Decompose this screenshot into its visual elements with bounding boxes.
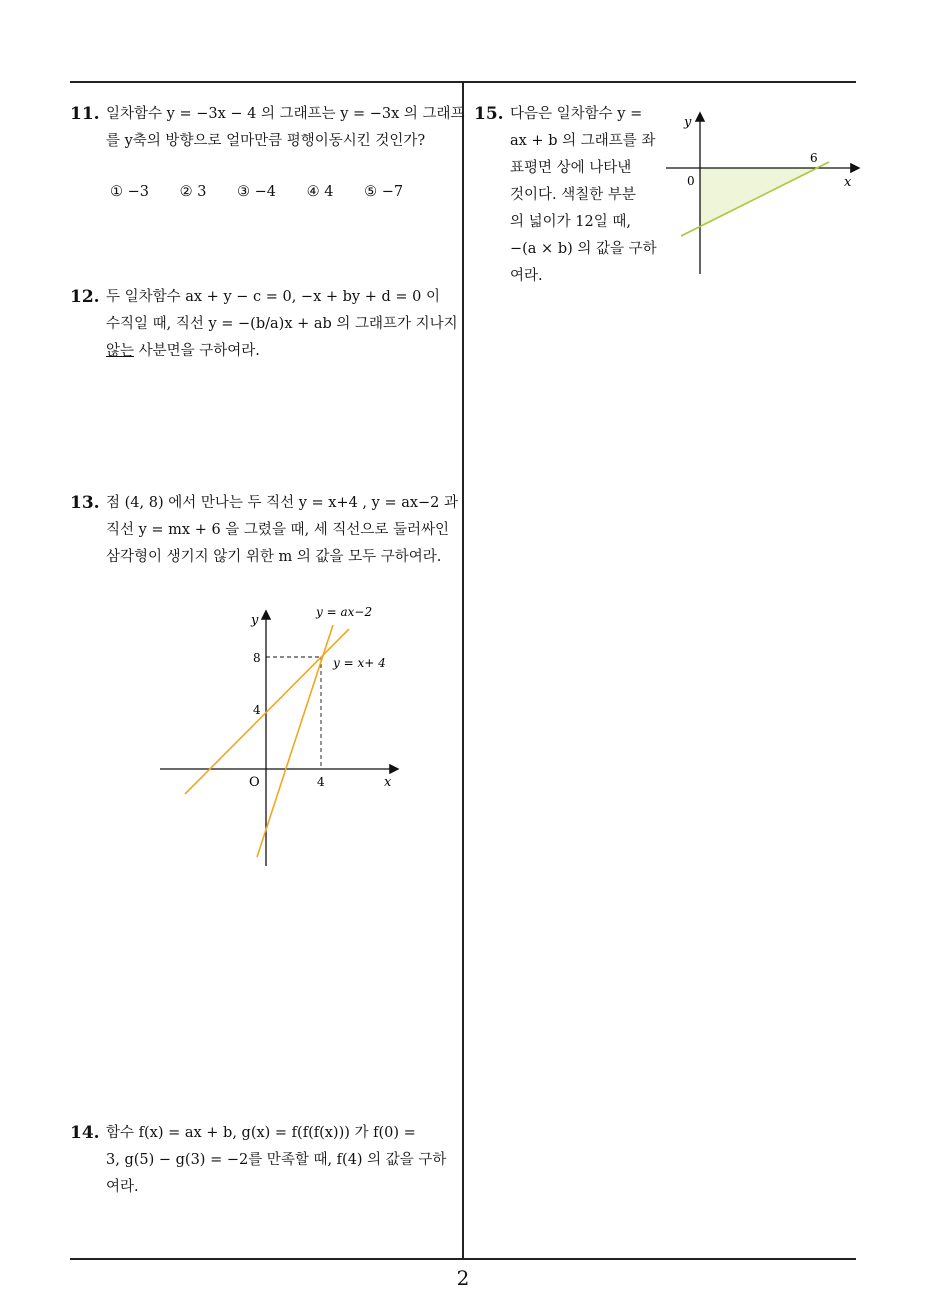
page-number: 2 bbox=[456, 1266, 470, 1290]
problem-number: 15. bbox=[474, 104, 504, 124]
problem-line: ax + b 의 그래프를 좌 bbox=[510, 133, 656, 149]
choice-3[interactable]: ③ −4 bbox=[237, 184, 277, 200]
label-line-x-plus-4: y = x+ 4 bbox=[333, 656, 386, 670]
choice-2[interactable]: ② 3 bbox=[179, 184, 207, 200]
problem-line: 표평면 상에 나타낸 bbox=[510, 160, 632, 176]
problem-line: 여라. bbox=[106, 1179, 139, 1195]
problem-number: 12. bbox=[70, 287, 100, 307]
problem-number: 11. bbox=[70, 104, 100, 124]
problem-line: 점 (4, 8) 에서 만나는 두 직선 y = x+4 , y = ax−2 과 bbox=[106, 495, 459, 511]
x-axis-label: x bbox=[844, 175, 852, 190]
y-axis-label: y bbox=[684, 115, 692, 130]
problem-line: 수직일 때, 직선 y = −(b/a)x + ab 의 그래프가 지나지 bbox=[106, 316, 458, 332]
x-intercept-label: 6 bbox=[810, 151, 818, 165]
x-axis-label: x bbox=[384, 775, 392, 790]
problem-line: 두 일차함수 ax + y − c = 0, −x + by + d = 0 이 bbox=[106, 289, 440, 305]
problem-line: 삼각형이 생기지 않기 위한 m 의 값을 모두 구하여라. bbox=[106, 549, 442, 565]
label-line-ax-minus-2: y = ax−2 bbox=[316, 605, 373, 619]
problem-line-rest: 사분면을 구하여라. bbox=[134, 343, 260, 359]
choice-4[interactable]: ④ 4 bbox=[306, 184, 334, 200]
graph-15 bbox=[660, 108, 870, 280]
origin-label: O bbox=[249, 775, 260, 790]
problem-line: 일차함수 y = −3x − 4 의 그래프는 y = −3x 의 그래프 bbox=[106, 106, 465, 122]
y-axis-label: y bbox=[251, 613, 259, 628]
problem-line: 여라. bbox=[510, 268, 543, 284]
choice-5[interactable]: ⑤ −7 bbox=[364, 184, 404, 200]
bottom-rule bbox=[70, 1258, 856, 1260]
problem-text bbox=[106, 284, 458, 365]
problem-line: 것이다. 색칠한 부분 bbox=[510, 187, 636, 203]
answer-choices bbox=[110, 179, 465, 206]
problem-line: 3, g(5) − g(3) = −2를 만족할 때, f(4) 의 값을 구하 bbox=[106, 1152, 447, 1168]
underlined-word: 않는 bbox=[106, 343, 135, 359]
problem-line: 함수 f(x) = ax + b, g(x) = f(f(f(x))) 가 f(0) = bbox=[106, 1125, 416, 1141]
problem-line: −(a × b) 의 값을 구하 bbox=[510, 241, 657, 257]
problem-number: 13. bbox=[70, 493, 100, 513]
origin-label: 0 bbox=[687, 174, 695, 188]
problem-text bbox=[106, 1120, 446, 1201]
tick-label-x4: 4 bbox=[317, 775, 325, 789]
problem-text bbox=[106, 490, 458, 571]
graph-13 bbox=[150, 595, 410, 875]
choice-1[interactable]: ① −3 bbox=[110, 184, 149, 200]
problem-line: 의 넓이가 12일 때, bbox=[510, 214, 631, 230]
column-divider bbox=[462, 82, 464, 1259]
problem-number: 14. bbox=[70, 1123, 100, 1143]
problem-text bbox=[106, 101, 465, 206]
line-y-eq-ax-minus-2 bbox=[257, 625, 333, 857]
tick-label-y8: 8 bbox=[253, 651, 261, 665]
problem-line bbox=[106, 338, 458, 365]
problem-line: 직선 y = mx + 6 을 그렸을 때, 세 직선으로 둘러싸인 bbox=[106, 522, 450, 538]
tick-label-y4: 4 bbox=[253, 703, 261, 717]
problem-line: 를 y축의 방향으로 얼마만큼 평행이동시킨 것인가? bbox=[106, 133, 426, 149]
problem-line: 다음은 일차함수 y = bbox=[510, 106, 643, 122]
problem-text bbox=[510, 101, 657, 290]
